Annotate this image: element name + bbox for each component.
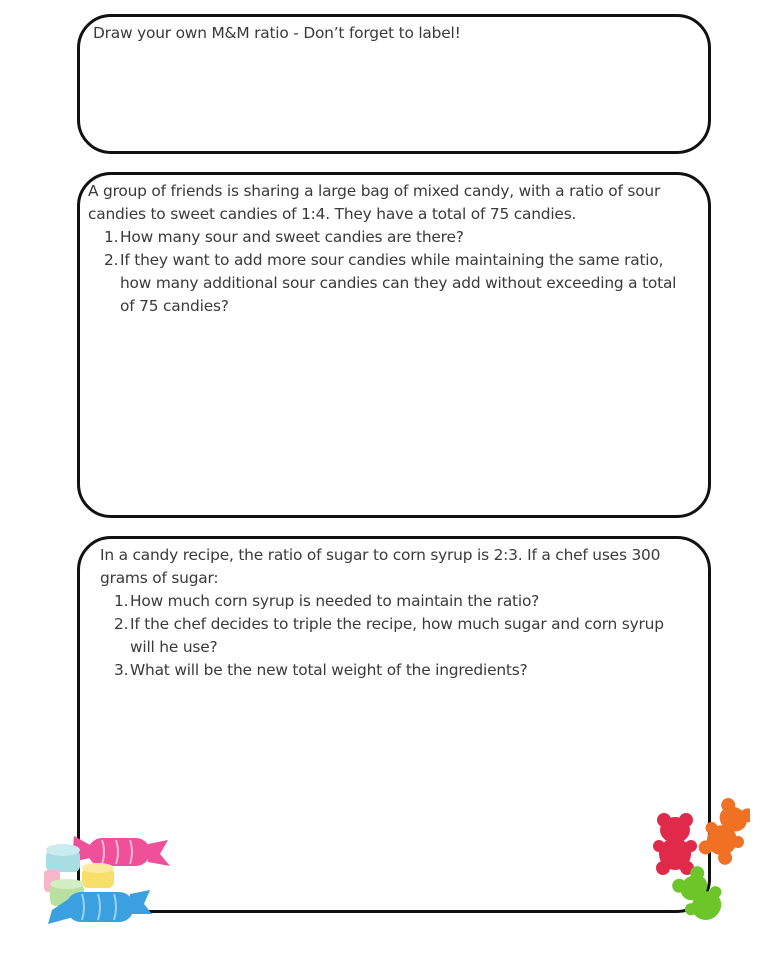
question-number: 2.	[104, 251, 119, 269]
teal-disc-candy-icon	[46, 844, 80, 872]
question-text: If the chef decides to triple the recipe, how much sugar and corn syrup will he use?	[130, 615, 664, 656]
drawing-prompt: Draw your own M&M ratio - Don’t forget to label!	[93, 24, 461, 42]
orange-gummy-bear-icon	[694, 798, 750, 869]
question-item	[114, 590, 688, 613]
pink-wrapped-candy-icon	[72, 836, 170, 866]
question-number: 3.	[114, 661, 129, 679]
question-item	[104, 249, 688, 318]
problem-intro: A group of friends is sharing a large bag of mixed candy, with a ratio of sour candies to sweet candies of 1:4. They have a total of 75 candies.	[88, 182, 661, 223]
question-text: What will be the new total weight of the ingredients?	[130, 661, 528, 679]
question-number: 1.	[114, 592, 129, 610]
drawing-box	[77, 14, 711, 154]
question-item	[114, 613, 688, 659]
question-number: 2.	[114, 615, 129, 633]
question-item	[104, 226, 688, 249]
red-gummy-bear-icon	[653, 813, 697, 875]
wrapped-candy-cluster-icon	[44, 828, 174, 926]
problem-intro: In a candy recipe, the ratio of sugar to corn syrup is 2:3. If a chef uses 300 grams of sugar:	[100, 546, 661, 587]
yellow-disc-candy-icon	[82, 863, 114, 888]
green-gummy-bear-icon	[667, 862, 732, 926]
question-item	[114, 659, 688, 682]
problem-box-sour-sweet	[77, 172, 711, 518]
question-text: How much corn syrup is needed to maintain the ratio?	[130, 592, 540, 610]
question-number: 1.	[104, 228, 119, 246]
gummy-bears-icon	[650, 798, 750, 926]
question-list	[114, 590, 688, 682]
question-text: How many sour and sweet candies are there?	[120, 228, 464, 246]
question-text: If they want to add more sour candies while maintaining the same ratio, how many additional sour candies can they add without exceeding a total of 75 candies?	[120, 251, 677, 315]
question-list	[104, 226, 688, 318]
